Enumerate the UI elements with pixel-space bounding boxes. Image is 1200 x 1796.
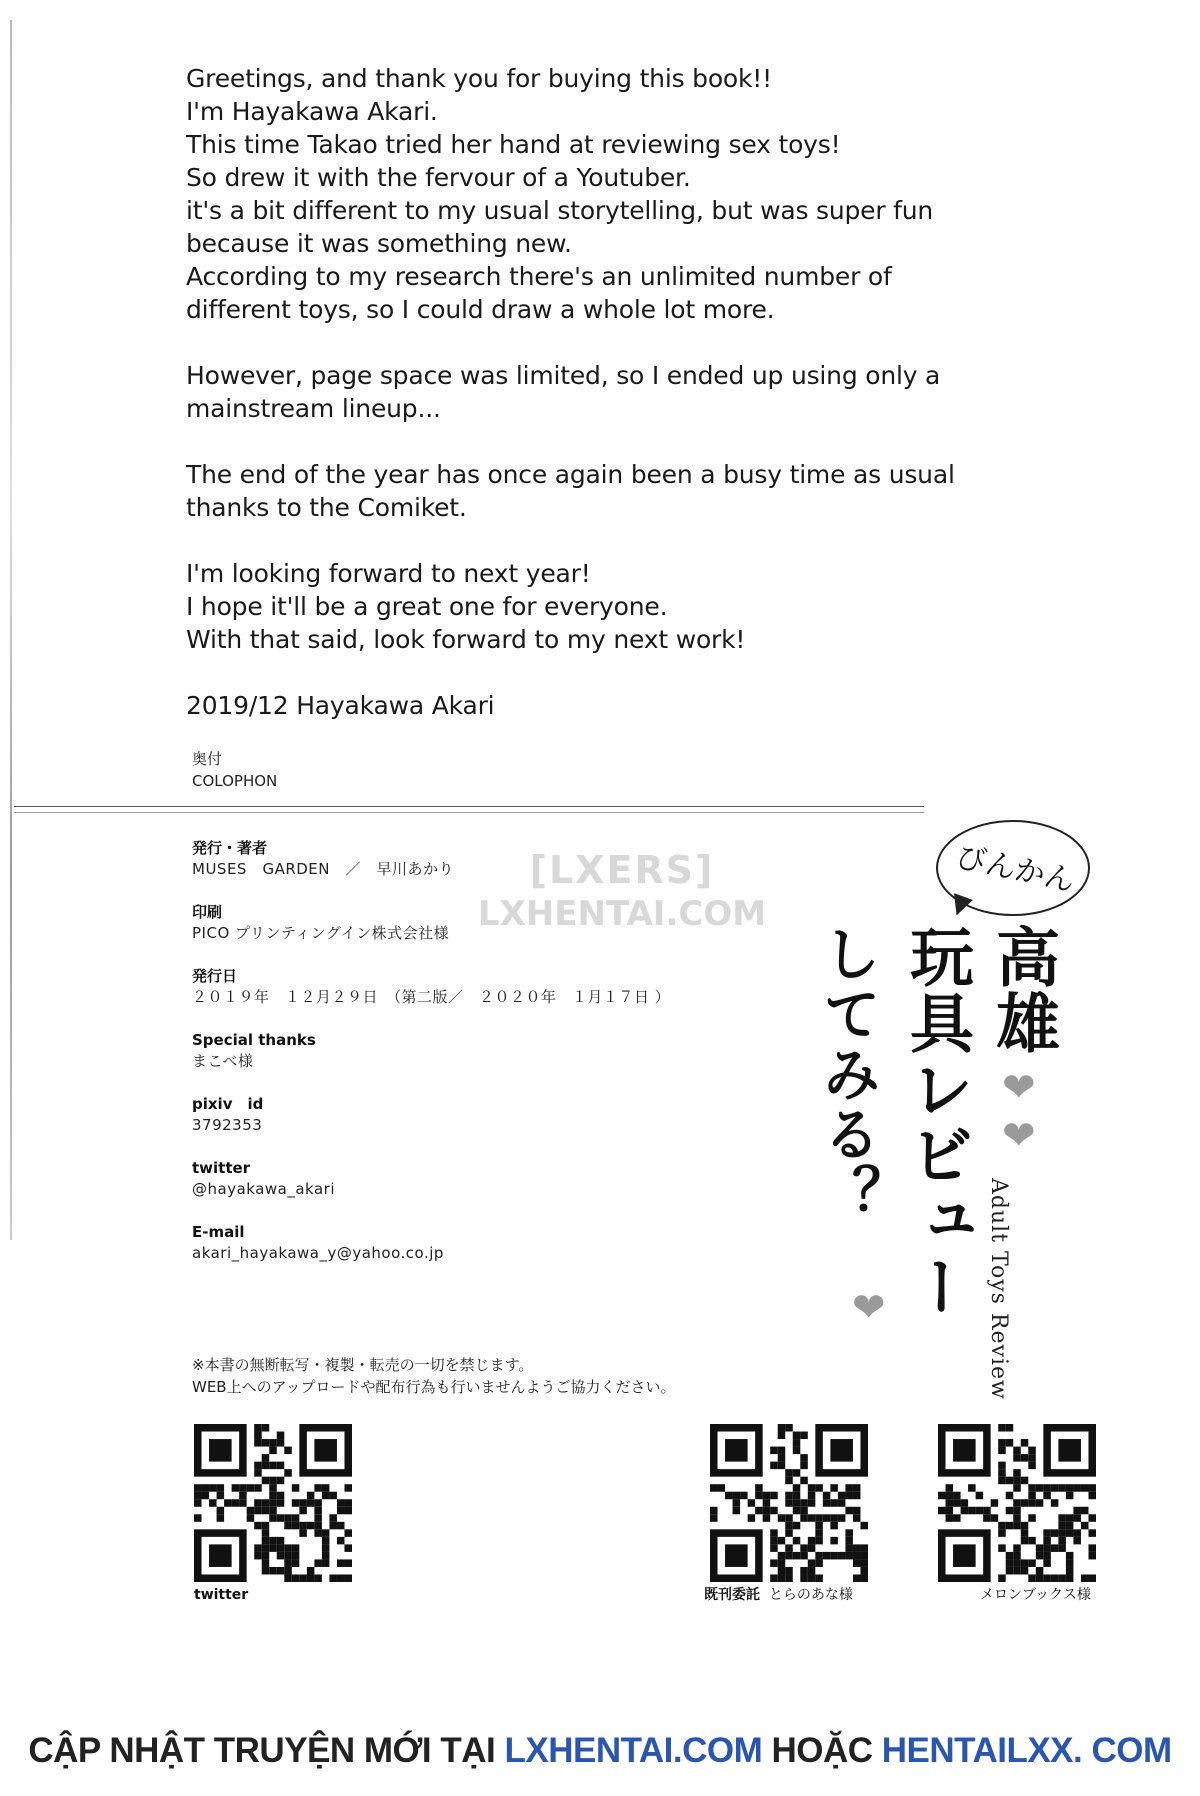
footer-prefix: CẬP NHẬT TRUYỆN MỚI TẠI	[28, 1731, 505, 1770]
publisher-heading: 発行・著者	[192, 839, 268, 857]
qr-caption-toranoana: 既刊委託 とらのあな様	[704, 1587, 853, 1603]
pixiv-value: 3792353	[192, 1116, 263, 1134]
qr-caption-twitter: twitter	[194, 1587, 249, 1603]
afterword-line: I'm Hayakawa Akari.	[186, 97, 438, 126]
afterword-line: because it was something new.	[186, 229, 572, 258]
notice-line: ※本書の無断転写・複製・転売の一切を禁じます。	[192, 1356, 534, 1374]
footer-middle: HOẶC	[762, 1731, 882, 1770]
footer-banner	[0, 1726, 1200, 1776]
copyright-notice	[192, 1354, 676, 1398]
heart-icon: ❤	[1002, 1065, 1036, 1111]
afterword-text	[186, 62, 955, 722]
title-col-3: してみる？	[813, 924, 881, 1224]
twitter-heading: twitter	[192, 1159, 251, 1177]
heart-icon: ❤	[852, 1285, 886, 1331]
afterword-line: The end of the year has once again been a busy time as usual	[186, 460, 955, 489]
colophon-label	[192, 748, 277, 792]
pixiv-block	[192, 1094, 752, 1136]
title-col-1: 高雄	[985, 924, 1059, 1056]
afterword-line: Greetings, and thank you for buying this book!!	[186, 64, 772, 93]
afterword-line: thanks to the Comiket.	[186, 493, 467, 522]
divider-line	[14, 812, 924, 813]
qr-code-twitter[interactable]	[194, 1424, 352, 1582]
date-heading: 発行日	[192, 967, 238, 985]
pixiv-heading: pixiv id	[192, 1095, 264, 1113]
title-logo	[790, 820, 1090, 1420]
watermark-line-1: [LXERS]	[529, 848, 715, 892]
title-col-2: 玩具レビュー	[899, 924, 973, 1320]
thanks-block	[192, 1030, 752, 1072]
qr-code-toranoana[interactable]	[710, 1424, 868, 1582]
afterword-line: it's a bit different to my usual storytelling, but was super fun	[186, 196, 934, 225]
thanks-value: まこべ様	[192, 1052, 254, 1070]
colophon-label-jp: 奥付	[192, 750, 223, 768]
page-edge-line	[10, 20, 12, 1240]
afterword-line: This time Takao tried her hand at reviewing sex toys!	[186, 130, 841, 159]
title-subtitle: Adult Toys Review	[986, 1178, 1011, 1400]
colophon-info	[192, 838, 752, 1286]
printing-heading: 印刷	[192, 903, 223, 921]
printing-block	[192, 902, 752, 944]
afterword-signature: 2019/12 Hayakawa Akari	[186, 691, 495, 720]
afterword-line: different toys, so I could draw a whole lot more.	[186, 295, 775, 324]
afterword-line: I hope it'll be a great one for everyone.	[186, 592, 668, 621]
qr-caption-melonbooks: メロンブックス様	[980, 1587, 1091, 1603]
heart-icon: ❤	[1002, 1113, 1036, 1159]
date-value: ２０１９年 １２月２９日 （第二版／ ２０２０年 １月１７日 ）	[192, 988, 671, 1006]
afterword-line: mainstream lineup...	[186, 394, 441, 423]
afterword-line: However, page space was limited, so I ended up using only a	[186, 361, 941, 390]
publisher-value: MUSES GARDEN ／ 早川あかり	[192, 860, 454, 878]
watermark-line-2: LXHENTAI.COM	[477, 894, 767, 934]
twitter-value: @hayakawa_akari	[192, 1180, 335, 1198]
qr-code-melonbooks[interactable]	[938, 1424, 1096, 1582]
bubble-text: びんかん	[952, 839, 1078, 900]
divider-line	[14, 806, 924, 807]
email-value: akari_hayakawa_y@yahoo.co.jp	[192, 1244, 444, 1262]
afterword-line: So drew it with the fervour of a Youtuber.	[186, 163, 691, 192]
afterword-line: With that said, look forward to my next work!	[186, 625, 746, 654]
email-block	[192, 1222, 752, 1264]
footer-link-1[interactable]: LXHENTAI.COM	[504, 1731, 763, 1770]
publisher-block	[192, 838, 752, 880]
email-heading: E-mail	[192, 1223, 245, 1241]
printing-value: PICO プリンティングイン株式会社様	[192, 924, 450, 942]
colophon-label-en: COLOPHON	[192, 772, 278, 790]
afterword-line: I'm looking forward to next year!	[186, 559, 591, 588]
notice-line: WEB上へのアップロードや配布行為も行いませんようご協力ください。	[192, 1378, 676, 1396]
afterword-line: According to my research there's an unlimited number of	[186, 262, 892, 291]
thanks-heading: Special thanks	[192, 1031, 316, 1049]
twitter-block	[192, 1158, 752, 1200]
footer-link-2[interactable]: HENTAILXX. COM	[881, 1731, 1172, 1770]
date-block	[192, 966, 752, 1008]
